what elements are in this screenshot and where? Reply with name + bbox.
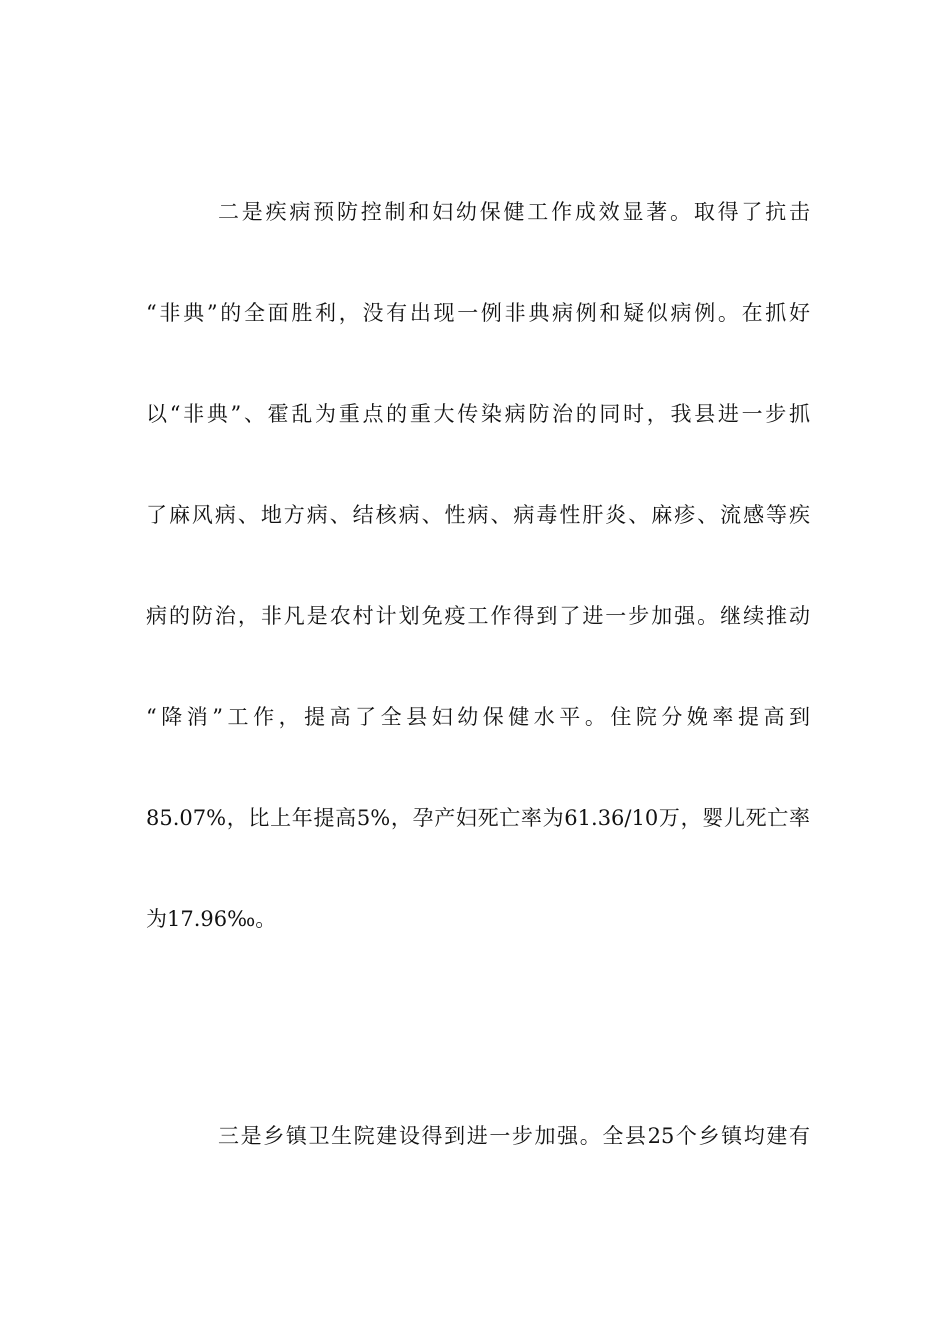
paragraph-line: 了麻风病、地方病、结核病、性病、病毒性肝炎、麻疹、流感等疾 (146, 503, 810, 527)
paragraph-line: 85.07%，比上年提高5%，孕产妇死亡率为61.36/10万，婴儿死亡率 (146, 806, 810, 830)
paragraph-line: “非典”的全面胜利，没有出现一例非典病例和疑似病例。在抓好 (146, 301, 810, 325)
paragraph-disease-prevention (146, 162, 810, 970)
paragraph-line: 以“非典”、霍乱为重点的重大传染病防治的同时，我县进一步抓 (146, 402, 810, 426)
paragraph-line: 三是乡镇卫生院建设得到进一步加强。全县25个乡镇均建有 (218, 1124, 810, 1148)
paragraph-line: 为17.96‰。 (146, 907, 277, 931)
paragraph-line: “降消”工作，提高了全县妇幼保健水平。住院分娩率提高到 (146, 705, 810, 729)
paragraph-township-hospitals (146, 1086, 810, 1187)
paragraph-line: 病的防治，非凡是农村计划免疫工作得到了进一步加强。继续推动 (146, 604, 810, 628)
paragraph-line: 二是疾病预防控制和妇幼保健工作成效显著。取得了抗击 (218, 200, 810, 224)
